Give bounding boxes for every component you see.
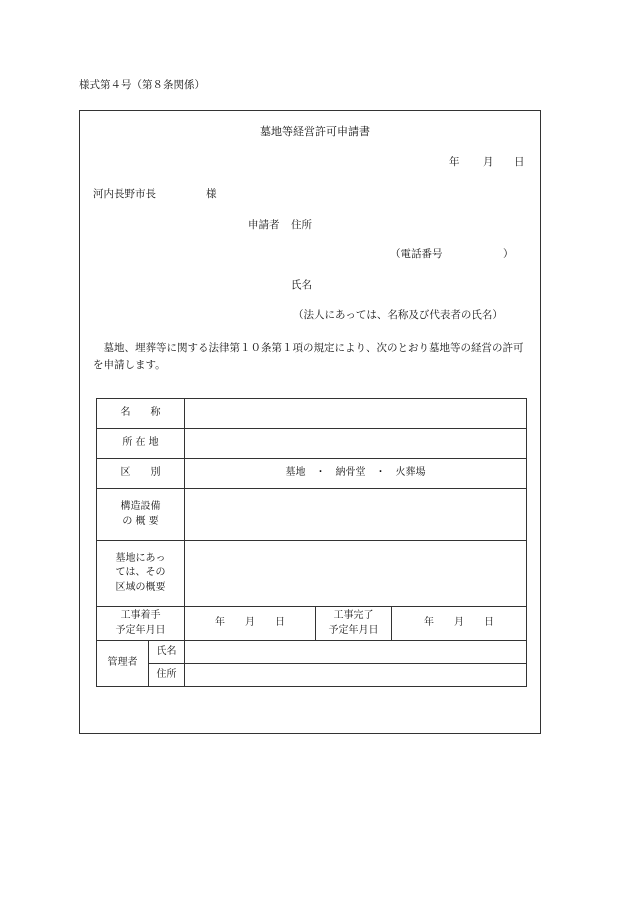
location-label: 所 在 地: [97, 429, 185, 459]
name-label: 名 称: [97, 399, 185, 429]
cemetery-label-line1: 墓地にあっ: [115, 552, 166, 564]
date-month: 月: [483, 156, 494, 168]
structure-label-line2: の 概 要: [122, 515, 159, 527]
addressee-name: 河内長野市長: [93, 188, 156, 200]
applicant-phone-close: ）: [503, 248, 514, 260]
applicant-name-label: 氏名: [291, 279, 312, 291]
category-value: 墓地 ・ 納骨堂 ・ 火葬場: [185, 459, 527, 489]
structure-label: [97, 489, 185, 541]
manager-address-value-cell: [185, 664, 527, 687]
corporate-note: （法人にあっては、名称及び代表者の氏名）: [293, 309, 503, 321]
applicant-address-label: 住所: [291, 219, 312, 231]
manager-name-label: 氏名: [149, 641, 185, 664]
end-date-label-line1: 工事完了: [333, 610, 374, 621]
start-date-label-line2: 予定年月日: [115, 624, 166, 636]
applicant-label: 申請者: [248, 219, 280, 231]
addressee-honorific: 様: [206, 188, 217, 200]
cemetery-label: [97, 541, 185, 607]
body-text: 墓地、埋葬等に関する法律第１０条第１項の規定により、次のとおり墓地等の経営の許可を申請します。: [93, 342, 524, 371]
form-number: 様式第４号（第８条関係）: [79, 79, 205, 91]
cemetery-value-cell: [185, 541, 527, 607]
cemetery-label-line3: 区域の概要: [115, 581, 166, 593]
date-year: 年: [449, 156, 460, 168]
form-title: 墓地等経営許可申請書: [260, 125, 370, 138]
end-date-label: [316, 607, 392, 641]
structure-value-cell: [185, 489, 527, 541]
start-date-label: [97, 607, 185, 641]
name-value-cell: [185, 399, 527, 429]
category-label: 区 別: [97, 459, 185, 489]
cemetery-label-line2: ては、その: [115, 567, 166, 579]
date-day: 日: [514, 156, 525, 168]
manager-label: 管理者: [97, 641, 149, 687]
end-date-label-line2: 予定年月日: [328, 624, 379, 636]
end-date-value: 年 月 日: [392, 607, 527, 641]
applicant-phone-open: （電話番号: [390, 248, 443, 260]
start-date-value: 年 月 日: [185, 607, 316, 641]
start-date-label-line1: 工事着手: [120, 610, 161, 621]
location-value-cell: [185, 429, 527, 459]
manager-name-value-cell: [185, 641, 527, 664]
structure-label-line1: 構造設備: [120, 501, 161, 512]
application-table: [96, 398, 527, 687]
manager-address-label: 住所: [149, 664, 185, 687]
